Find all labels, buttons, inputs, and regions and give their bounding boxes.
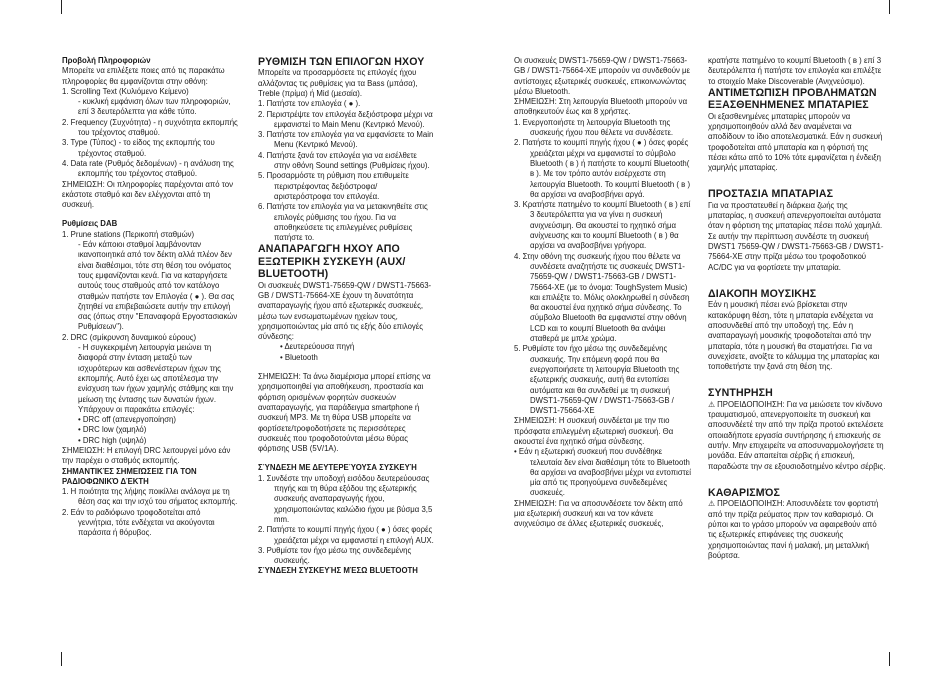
spacer [258, 454, 434, 463]
crop-mark [889, 0, 890, 14]
paragraph: ΣΗΜΕΙΩΣΗ: Οι πληροφορίες παρέχονται από τον εκάστοτε σταθμό και δεν ελέγχονται από τη συσκευή. [62, 179, 234, 210]
crop-mark [61, 652, 62, 666]
column-2 [258, 56, 434, 577]
list-item: 3. Πατήστε τον επιλογέα για να εμφανίσετε το Main Menu (Κεντρικό Μενού). [258, 130, 434, 150]
list-item: • Εάν η εξωτερική συσκευή που συνδέθηκε τελευταία δεν είναι διαθέσιμη τότε το Bluetooth θα αρχίσει να αναβοσβήνει μέχρι να εντοπιστεί μία από τις προηγούμενα συνδεδεμένες συσκευές. [514, 447, 691, 498]
section-heading: ΡΥΘΜΙΣΗ ΤΩΝ ΕΠΙΛΟΓΩΝ ΗΧΟΥ [258, 56, 425, 68]
section-heading: ΣΥΝΤΗΡΗΣΗ [708, 387, 773, 400]
section-heading: ΠΡΟΣΤΑΣΙΑ ΜΠΑΤΑΡΙΑΣ [708, 188, 834, 201]
paragraph: Οι εξασθενημένες μπαταρίες μπορούν να χρησιμοποιηθούν αλλά δεν αναμένεται να αποδίδουν το ίδιο αποτελεσματικά. Εάν η συσκευή τροφοδοτείται από μπαταρία και η φόρτισή της πέσει κάτω από το 10% τότε εμφανίζεται η ένδειξη χαμηλής μπαταρίας. [708, 111, 883, 173]
list-item: 3. Type (Τύπος) - το είδος της εκπομπής του τρέχοντος σταθμού. [62, 138, 215, 158]
paragraph: Μπορείτε να προσαρμόσετε τις επιλογές ήχου αλλάζοντας τις ρυθμίσεις για τα Bass (μπάσα), Treble (πρίμα) ή Mid (μεσαία). [258, 68, 418, 98]
spacer [258, 363, 434, 372]
spacer [708, 173, 886, 188]
column-4 [708, 56, 886, 561]
spacer [708, 372, 886, 387]
list-detail: - Η συγκεκριμένη λειτουργία μειώνει τη διαφορά στην ένταση μεταξύ των ισχυρότερων και ασθενέστερων ήχων της εκπομπής. Αυτό έχει ως αποτέλεσμα την ενίσχυση των ήχων χαμηλής στάθμης και την μείωση της έντασης των δυνατών ήχων. Υπάρχουν οι παρακάτω επιλογές: [78, 343, 234, 414]
subheading: Ρυθμίσεις DAB [62, 219, 118, 229]
paragraph: ΣΗΜΕΙΩΣΗ: Τα άνω διαμέρισμα μπορεί επίσης να χρησιμοποιηθεί για αποθήκευση, προστασία και φόρτιση ορισμένων φορητών συσκευών αναπαραγωγής, για παράδειγμα smartphone ή συσκευή MP3. Με τη θύρα USB μπορείτε να φορτίσετε/τροφοδοτήσετε τις περισσότερες συσκευές που τροφοδοτούνται μέσω θύρας φόρτισης USB (5V/1A). [258, 372, 431, 454]
section-heading: ΑΝΤΙΜΕΤΩΠΙΣΗ ΠΡΟΒΛΗΜΑΤΩΝ ΕΞΑΣΘΕΝΗΜΕΝΕΣ ΜΠΑΤΑΡΙΕΣ [708, 86, 877, 112]
list-detail: • DRC high (υψηλό) [78, 435, 147, 445]
paragraph: κρατήστε πατημένο το κουμπί Bluetooth ( ʙ ) επί 3 δευτερόλεπτα ή πατήστε τον επιλογέα και επιλέξτε το στοιχείο Make Discoverable (Ανιχνεύσιμο). [708, 56, 882, 86]
list-item: 2. Πατήστε το κουμπί πηγής ήχου ( ● ) όσες φορές χρειάζεται μέχρι να εμφανιστεί η επιλογή AUX. [258, 525, 434, 545]
list-item: 2. Εάν το ραδιόφωνο τροφοδοτείται από γεννήτρια, τότε ενδέχεται να ακούγονται παράσιτα ή θόρυβος. [62, 507, 215, 538]
paragraph: Οι συσκευές DWST1-75659-QW / DWST1-75663-GB / DWST1-75664-XE έχουν τη δυνατότητα αναπαραγωγής ήχου από εξωτερικές συσκευές, μέσω των ενσωματωμένων ηχείων τους, χρησιμοποιώντας μία από τις εξής δύο επιλογές σύνδεσης: [258, 280, 432, 342]
list-item: 2. Frequency (Συχνότητα) - η συχνότητα εκπομπής του τρέχοντος σταθμού. [62, 117, 238, 138]
subheading: Προβολή Πληροφοριών [62, 56, 151, 65]
list-detail: - Εάν κάποιοι σταθμοί λαμβάνονταν ικανοποιητικά από τον δέκτη αλλά πλέον δεν είναι διαθέσιμοι, τότε στη θέση του ονόματος τους εμφανίζονται κενά. Για να καταργήσετε αυτούς τους σταθμούς από τον κατάλογο σταθμών πατήστε τον Επιλογέα ( ● ). Θα σας ζητηθεί να επιβεβαιώσετε αυτήν την επιλογή σας (όπως στην "Επαναφορά Εργοστασιακών Ρυθμίσεων"). [78, 240, 238, 332]
list-item: 6. Πατήστε τον επιλογέα για να μετακινηθείτε στις επιλογές ρύθμισης του ήχου. Για να αποθηκεύσετε τις επιλεγμένες ρυθμίσεις πατήστε το. [258, 202, 428, 243]
paragraph: Εάν η μουσική πέσει ενώ βρίσκεται στην κατακόρυφη θέση, τότε η μπαταρία ενδέχεται να αποσυνδεθεί από την υποδοχή της. Εάν η αναπαραγωγή μουσικής τροφοδοτείται από την μπαταρία, τότε η μουσική θα σταματήσει. Για να συνεχίσετε, ανοίξτε το κάλυμμα της μπαταρίας και τοποθετήστε την ξανά στη θέση της. [708, 300, 880, 372]
list-item: 1. Scrolling Text (Κυλιόμενο Κείμενο) [62, 86, 189, 96]
paragraph: Για να προστατευθεί η διάρκεια ζωής της μπαταρίας, η συσκευή απενεργοποιείται αυτόματα όταν η φόρτιση της μπαταρίας πέσει πολύ χαμηλά. Σε αυτήν την περίπτωση συνδέστε τη συσκευή DWST1 75659-QW / DWST1-75663-GB / DWST1-75664-XE στην πρίζα μέσω του τροφοδοτικού AC/DC για να φορτίσετε την μπαταρία. [708, 200, 884, 272]
list-item: 5. Προσαρμόστε τη ρύθμιση που επιθυμείτε περιστρέφοντας δεξιόστροφα/ αριστερόστροφα τον επιλογέα. [258, 171, 409, 201]
section-heading: ΑΝΑΠΑΡΑΓΩΓΗ ΗΧΟΥ ΑΠΟ ΕΞΩΤΕΡΙΚΗ ΣΥΣΚΕΥΗ (AUX/ BLUETOOTH) [258, 243, 406, 281]
list-item: 1. Η ποιότητα της λήψης ποικίλλει ανάλογα με τη θέση σας και την ισχύ του σήματος εκπομπής. [62, 487, 238, 507]
bullet-item: • Δευτερεύουσα πηγή [280, 342, 355, 352]
bullet-item: • Bluetooth [280, 352, 318, 362]
list-detail: - κυκλική εμφάνιση όλων των πληροφοριών, επί 3 δευτερόλεπτα για κάθε τύπο. [78, 97, 231, 117]
crop-mark [889, 652, 890, 666]
warning-paragraph: ⚠ ΠΡΟΕΙΔΟΠΟΙΗΣΗ: Για να μειώσετε τον κίνδυνο τραυματισμού, απενεργοποιείτε τη συσκευή και αποσυνδέετέ την από την πρίζα προτού εκτελέσετε οποιαδήποτε εργασία συντήρησης ή επισκευής σε αυτήν. Μην επιχειρείτε να αποσυναρμολογήσετε τη μονάδα. Εάν απαιτείται σέρβις ή επισκευή, παραδώστε την σε εξουσιοδοτημένο κέντρο σέρβις. [708, 400, 886, 472]
section-heading: ΚΑΘΑΡΙΣΜΌΣ [708, 486, 780, 499]
list-item: 2. Περιστρέψτε τον επιλογέα δεξιόστροφα μέχρι να εμφανιστεί το Main Menu (Κεντρικό Μενού). [258, 109, 433, 129]
subheading: ΣΎΝΔΕΣΗ ΜΕ ΔΕΥΤΕΡΕΎΟΥΣΑ ΣΥΣΚΕΥΉ [258, 463, 417, 473]
spacer [708, 472, 886, 487]
list-item: 2. DRC (σμίκρυνση δυναμικού εύρους) [62, 332, 197, 342]
list-item: 1. Πατήστε τον επιλογέα ( ● ). [258, 99, 361, 109]
list-item: 1. Prune stations (Περικοπή σταθμών) [62, 229, 195, 239]
list-item: 4. Data rate (Ρυθμός δεδομένων) - η ανάλυση της εκπομπής του τρέχοντος σταθμού. [62, 158, 234, 179]
crop-mark [61, 0, 62, 14]
paragraph: ΣΗΜΕΙΩΣΗ: Η συσκευή συνδέεται με την πιο πρόσφατα επιλεγμένη εξωτερική συσκευή. Θα ακουστεί ένα ηχητικό σήμα σύνδεσης. [514, 416, 674, 446]
list-item: 4. Πατήστε ξανά τον επιλογέα για να εισέλθετε στην οθόνη Sound settings (Ρυθμίσεις ήχου). [258, 150, 430, 171]
list-item: 1. Ενεργοποιήστε τη λειτουργία Bluetooth της συσκευής ήχου που θέλετε να συνδέσετε. [514, 117, 674, 138]
subheading: ΣΎΝΔΕΣΗ ΣΥΣΚΕΥΉΣ ΜΈΣΩ BLUETOOTH [258, 566, 418, 576]
column-1 [62, 56, 238, 539]
spacer [62, 210, 238, 219]
list-item: 2. Πατήστε το κουμπί πηγής ήχου ( ● ) όσες φορές χρειάζεται μέχρι να εμφανιστεί το σύμβολο Bluetooth ( ʙ ) ή πατήστε το κουμπί Bluetooth( ʙ ). Με τον τρόπο αυτόν εισέρχεστε στη λειτουργία Bluetooth. Το κουμπί Bluetooth ( ʙ ) θα αρχίσει να αναβοσβήνει αργά. [514, 138, 691, 199]
list-item: 3. Ρυθμίστε τον ήχο μέσω της συνδεδεμένης συσκευής. [258, 545, 412, 566]
column-3 [514, 56, 692, 530]
paragraph: Μπορείτε να επιλέξετε ποιες από τις παρακάτω πληροφορίες θα εμφανίζονται στην οθόνη: [62, 66, 225, 86]
paragraph: Οι συσκευές DWST1-75659-QW / DWST1-75663-GB / DWST1-75664-XE μπορούν να συνδεθούν με αντίστοιχες εξωτερικές συσκευές, επικοινωνώντας μέσω Bluetooth. [514, 56, 691, 96]
list-item: 3. Κρατήστε πατημένο το κουμπί Bluetooth ( ʙ ) επί 3 δευτερόλεπτα για να γίνει η συσκευή ανιχνεύσιμη. Θα ακουστεί το ηχητικό σήμα ανίχνευσης και το κουμπί Bluetooth ( ʙ ) θα αρχίσει να αναβοσβήνει γρήγορα. [514, 200, 691, 251]
list-item: 5. Ρυθμίστε τον ήχο μέσω της συνδεδεμένης συσκευής. Την επόμενη φορά που θα ενεργοποιήσετε τη λειτουργία Bluetooth της εξωτερικής συσκευής, αυτή θα εντοπίσει αυτόματα και θα συνδεθεί με τη συσκευή DWST1-75659-QW / DWST1-75663-GB / DWST1-75664-XE [514, 344, 680, 416]
list-detail: • DRC low (χαμηλό) [78, 425, 147, 435]
subheading: ΣΗΜΑΝΤΙΚΈΣ ΣΗΜΕΙΏΣΕΙΣ ΓΙΑ ΤΟΝ ΡΑΔΙΟΦΩΝΙΚΌ ΔΈΚΤΗ [62, 466, 197, 486]
section-heading: ΔΙΑΚΟΠΗ ΜΟΥΣΙΚΗΣ [708, 287, 817, 300]
list-detail: • DRC off (απενεργοποίηση) [78, 415, 176, 425]
list-item: 1. Συνδέστε την υποδοχή εισόδου δευτερεύουσας πηγής και τη θύρα εξόδου της εξωτερικής συσκευής αναπαραγωγής ήχου, χρησιμοποιώντας καλώδιο ήχου με βύσμα 3,5 mm. [258, 473, 433, 524]
paragraph: ΣΗΜΕΙΩΣΗ: Η επιλογή DRC λειτουργεί μόνο εάν την παρέχει ο σταθμός εκπομπής. [62, 445, 231, 466]
warning-paragraph: ⚠ ΠΡΟΕΙΔΟΠΟΙΗΣΗ: Αποσυνδέετε τον φορτιστή από την πρίζα ρεύματος πριν τον καθαρισμό. Οι ρύποι και το γράσο μπορούν να αφαιρεθούν από τις εξωτερικές επιφάνειες της συσκευής χρησιμοποιώντας πανί ή μαλακή, μη μεταλλική βούρτσα. [708, 499, 886, 561]
list-item: 4. Στην οθόνη της συσκευής ήχου που θέλετε να συνδέσετε αναζητήστε τις συσκευές DWST1-75659-QW / DWST1-75663-GB / DWST1-75664-XE (με το όνομα: ToughSystem Music) και επιλέξτε το. Μόλις ολοκληρωθεί η σύνδεση θα ακουστεί ένα ηχητικό σήμα σύνδεσης. Το σύμβολο Bluetooth θα εμφανιστεί στην οθόνη LCD και το κουμπί Bluetooth θα ανάψει σταθερά με μπλε χρώμα. [514, 251, 690, 344]
paragraph: ΣΗΜΕΙΩΣΗ: Στη λειτουργία Bluetooth μπορούν να αποθηκευτούν έως και 8 χρήστες. [514, 97, 688, 117]
spacer [708, 273, 886, 288]
paragraph: ΣΗΜΕΙΩΣΗ: Για να αποσυνδέσετε τον δέκτη από μια εξωτερική συσκευή και να τον κάνετε ανιχνεύσιμο σε άλλες εξωτερικές συσκευές, [514, 498, 683, 529]
